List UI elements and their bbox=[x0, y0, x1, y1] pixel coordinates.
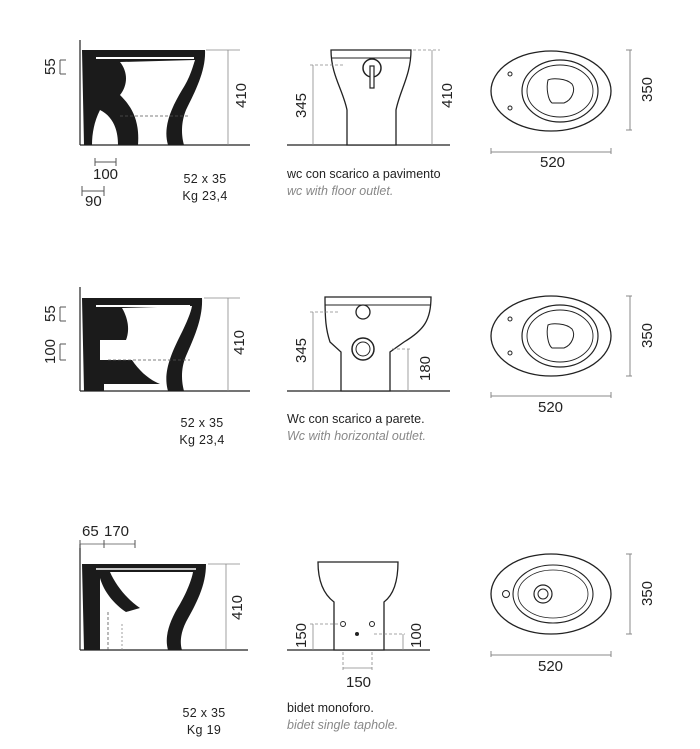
row-2-specs bbox=[167, 415, 237, 449]
row-3-top-view bbox=[491, 554, 656, 675]
row-1-top-length: 520 bbox=[540, 154, 566, 171]
row-3-side-view bbox=[80, 523, 248, 650]
row-1-outlet-center: 100 bbox=[93, 166, 119, 183]
row-3-depth-b: 170 bbox=[104, 523, 130, 540]
row-1-front-inner-height: 345 bbox=[293, 92, 310, 118]
row-2-front-outlet-height: 180 bbox=[417, 355, 434, 381]
row-1-top-view bbox=[491, 50, 656, 171]
row-3-depth-a: 65 bbox=[82, 523, 99, 540]
row-2-size: 52 x 35 bbox=[180, 416, 224, 430]
row-3-caption bbox=[287, 700, 398, 734]
row-1-top-width: 350 bbox=[639, 76, 656, 102]
row-1-front-view bbox=[287, 50, 456, 145]
row-3-front-view bbox=[287, 562, 430, 691]
row-2-caption-en: Wc with horizontal outlet. bbox=[287, 429, 426, 443]
row-3-front-inlet-spacing: 150 bbox=[346, 674, 372, 691]
row-1-front-height: 410 bbox=[439, 82, 456, 108]
row-2-top-view bbox=[491, 296, 656, 416]
row-2-front-view bbox=[287, 297, 450, 391]
row-2-top-offset: 55 bbox=[42, 305, 59, 322]
row-3-top-width: 350 bbox=[639, 580, 656, 606]
row-1-top-offset: 55 bbox=[42, 58, 59, 75]
row-2-outlet-offset: 100 bbox=[42, 338, 59, 364]
row-2-top-width: 350 bbox=[639, 322, 656, 348]
row-3-caption-en: bidet single taphole. bbox=[287, 718, 399, 732]
row-2-side-view bbox=[42, 287, 250, 391]
row-3-front-inlet-right: 100 bbox=[408, 622, 425, 648]
row-3-specs bbox=[169, 705, 239, 739]
row-1-caption-it: wc con scarico a pavimento bbox=[287, 167, 441, 181]
row-3-top-length: 520 bbox=[538, 658, 564, 675]
row-1-side-height: 410 bbox=[233, 82, 250, 108]
row-3-side-height: 410 bbox=[229, 594, 246, 620]
row-1-specs bbox=[170, 171, 240, 205]
row-3-front-inlet-left: 150 bbox=[293, 622, 310, 648]
row-3-size: 52 x 35 bbox=[182, 706, 226, 720]
row-2-caption bbox=[287, 411, 426, 445]
row-1-size: 52 x 35 bbox=[183, 172, 227, 186]
row-1-caption bbox=[287, 166, 452, 200]
row-2-caption-it: Wc con scarico a parete. bbox=[287, 412, 425, 426]
row-2-side-height: 410 bbox=[231, 329, 248, 355]
row-1-caption-en: wc with floor outlet. bbox=[287, 184, 394, 198]
row-3-caption-it: bidet monoforo. bbox=[287, 701, 374, 715]
row-2-front-inner-height: 345 bbox=[293, 337, 310, 363]
row-2-weight: Kg 23,4 bbox=[179, 433, 225, 447]
row-3-weight: Kg 19 bbox=[186, 723, 222, 737]
row-1-outlet-width: 90 bbox=[85, 193, 102, 210]
row-2-top-length: 520 bbox=[538, 399, 564, 416]
row-1-weight: Kg 23,4 bbox=[182, 189, 228, 203]
